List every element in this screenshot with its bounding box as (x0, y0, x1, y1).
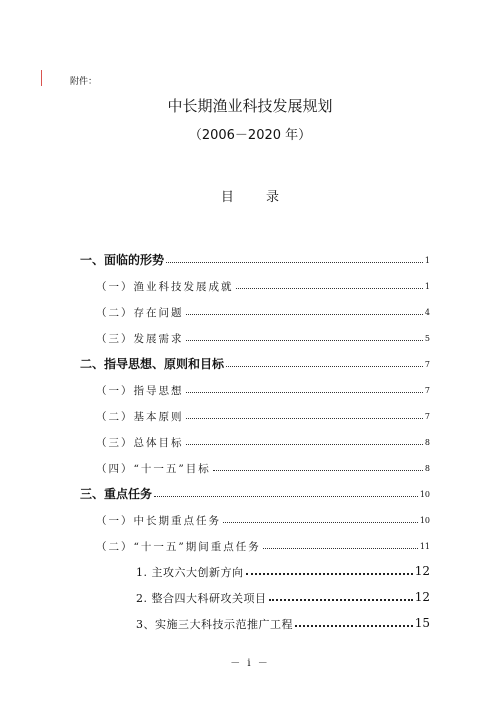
toc-entry-page: 8 (424, 438, 430, 447)
toc-entry-label: 1. 主攻六大创新方向 (136, 566, 244, 579)
toc-entry-page: 1 (424, 256, 430, 265)
toc-entry-page: 5 (424, 334, 430, 343)
toc-entry[interactable] (80, 532, 430, 554)
toc-entry-page: 11 (419, 542, 430, 551)
toc-leader-dots (236, 288, 423, 289)
toc-entry-label: （一）中长期重点任务 (96, 515, 221, 527)
toc-entry[interactable] (80, 402, 430, 424)
toc-entry-label: 一、面临的形势 (80, 253, 165, 267)
toc-entry-label: 三、重点任务 (80, 487, 153, 501)
toc-entry-label: （二）“十一五”期间重点任务 (96, 541, 261, 553)
toc-entry-page: 10 (419, 490, 430, 499)
toc-leader-dots (226, 366, 423, 367)
toc-entry[interactable] (80, 428, 430, 450)
toc-entry[interactable] (80, 298, 430, 320)
toc-entry[interactable] (80, 350, 430, 372)
toc-entry-page: 7 (424, 412, 430, 421)
toc-entry-label: （三）总体目标 (96, 437, 184, 449)
toc-entry[interactable] (80, 324, 430, 346)
toc-entry-label: （四）“十一五”目标 (96, 463, 211, 475)
toc-entry[interactable] (80, 506, 430, 528)
attachment-label: 附件： (70, 77, 98, 87)
toc-leader-dots (223, 522, 418, 523)
toc-entry[interactable] (80, 584, 430, 606)
document-subtitle: （2006－2020 年） (188, 128, 312, 143)
toc-entry[interactable] (80, 246, 430, 268)
toc-entry-page: 10 (419, 516, 430, 525)
toc-entry-label: （三）发展需求 (96, 333, 184, 345)
toc-leader-dots (186, 314, 423, 315)
toc-entry[interactable] (80, 272, 430, 294)
toc-leader-dots (186, 340, 423, 341)
toc-leader-dots (186, 418, 423, 419)
toc-entry-page: 12 (414, 590, 430, 604)
toc-entry-label: （一）指导思想 (96, 385, 184, 397)
margin-mark (41, 70, 42, 86)
toc-leader-dots (263, 548, 418, 549)
toc-leader-dots (154, 496, 418, 497)
toc-leader-dots (186, 392, 423, 393)
toc-entry-page: 1 (424, 282, 430, 291)
toc-entry-page: 12 (414, 564, 430, 578)
toc-entry-page: 4 (424, 308, 430, 317)
toc-leader-dots (269, 599, 413, 601)
toc-entry[interactable] (80, 610, 430, 632)
toc-leader-dots (213, 470, 423, 471)
toc-entry[interactable] (80, 376, 430, 398)
toc-entry-label: 2. 整合四大科研攻关项目 (136, 592, 267, 605)
toc-entry-page: 7 (424, 360, 430, 369)
toc-heading: 目 录 (220, 190, 294, 205)
toc-leader-dots (246, 573, 413, 575)
toc-entry-label: （二）基本原则 (96, 411, 184, 423)
toc-entry-label: （二）存在问题 (96, 307, 184, 319)
toc-entry-page: 8 (424, 464, 430, 473)
toc-entry[interactable] (80, 480, 430, 502)
toc-leader-dots (295, 625, 413, 627)
toc-entry[interactable] (80, 454, 430, 476)
document-title: 中长期渔业科技发展规划 (167, 97, 333, 115)
toc-entry-label: 3、实施三大科技示范推广工程 (136, 618, 293, 631)
toc-entry[interactable] (80, 558, 430, 580)
toc-entry-label: （一）渔业科技发展成就 (96, 281, 234, 293)
toc-entry-label: 二、指导思想、原则和目标 (80, 357, 225, 371)
toc-leader-dots (186, 444, 423, 445)
toc-entry-page: 15 (414, 616, 430, 630)
page-number: － i － (230, 658, 270, 669)
toc-leader-dots (166, 262, 423, 263)
toc-entry-page: 7 (424, 386, 430, 395)
